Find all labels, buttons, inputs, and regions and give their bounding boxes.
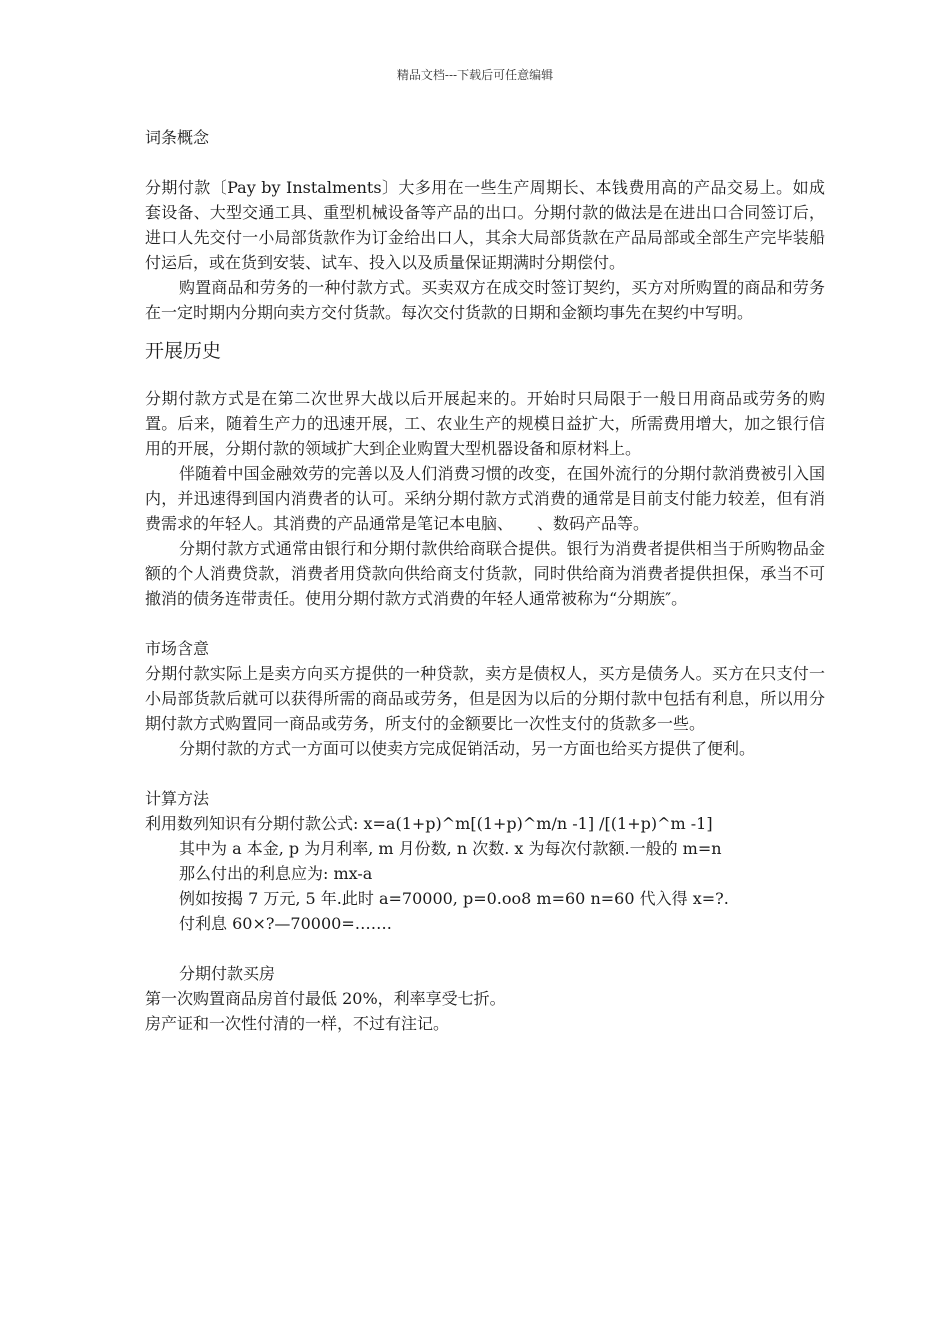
market-paragraph-1: 分期付款实际上是卖方向买方提供的一种贷款，卖方是债权人，买方是债务人。买方在只支付一小局部货款后就可以获得所需的商品或劳务，但是因为以后的分期付款中包括有利息，所以用分期付款方式购置同一商品或劳务，所支付的金额要比一次性支付的货款多一些。 <box>145 664 825 733</box>
market-paragraph-2: 分期付款的方式一方面可以使卖方完成促销活动，另一方面也给买方提供了便利。 <box>179 739 756 758</box>
document-body <box>145 125 825 1036</box>
concept-paragraph-2: 购置商品和劳务的一种付款方式。买卖双方在成交时签订契约，买方对所购置的商品和劳务在一定时期内分期向卖方交付货款。每次交付货款的日期和金额均事先在契约中写明。 <box>145 278 825 322</box>
calc-formula-line: 利用数列知识有分期付款公式: x=a(1+p)^m[(1+p)^m/n -1] /[(1+p)^m -1] <box>145 814 713 833</box>
house-line-1: 第一次购置商品房首付最低 20%，利率享受七折。 <box>145 989 506 1008</box>
history-paragraph-1: 分期付款方式是在第二次世界大战以后开展起来的。开始时只局限于一般日用商品或劳务的购置。后来，随着生产力的迅速开展，工、农业生产的规模日益扩大，所需费用增大，加之银行信用的开展，分期付款的领域扩大到企业购置大型机器设备和原材料上。 <box>145 389 825 458</box>
concept-paragraph-1: 分期付款〔Pay by Instalments〕大多用在一些生产周期长、本钱费用高的产品交易上。如成套设备、大型交通工具、重型机械设备等产品的出口。分期付款的做法是在进出口合同签订后，进口人先交付一小局部货款作为订金给出口人，其余大局部货款在产品局部或全部生产完毕装船付运后，或在货到安装、试车、投入以及质量保证期满时分期偿付。 <box>145 178 825 272</box>
history-paragraph-2: 伴随着中国金融效劳的完善以及人们消费习惯的改变，在国外流行的分期付款消费被引入国内，并迅速得到国内消费者的认可。采纳分期付款方式消费的通常是目前支付能力较差，但有消费需求的年轻人。其消费的产品通常是笔记本电脑、 、数码产品等。 <box>145 464 825 533</box>
section-title-market: 市场含意 <box>145 639 210 658</box>
section-title-calc: 计算方法 <box>145 789 210 808</box>
section-title-history: 开展历史 <box>145 340 222 362</box>
calc-example-line: 例如按揭 7 万元, 5 年.此时 a=70000, p=0.oo8 m=60 n=60 代入得 x=?. <box>179 889 729 908</box>
section-title-concept: 词条概念 <box>145 128 210 147</box>
calc-result-line: 付利息 60×?—70000=……. <box>179 914 392 933</box>
calc-variables-line: 其中为 a 本金, p 为月利率, m 月份数, n 次数. x 为每次付款额.一般的 m=n <box>179 839 722 858</box>
house-line-2: 房产证和一次性付清的一样，不过有注记。 <box>145 1014 450 1033</box>
page-header: 精品文档---下载后可任意编辑 <box>396 68 554 82</box>
history-paragraph-3: 分期付款方式通常由银行和分期付款供给商联合提供。银行为消费者提供相当于所购物品金额的个人消费贷款，消费者用贷款向供给商支付货款，同时供给商为消费者提供担保，承当不可撤消的债务连带责任。使用分期付款方式消费的年轻人通常被称为“分期族″。 <box>145 539 825 608</box>
section-title-house: 分期付款买房 <box>179 964 276 983</box>
calc-interest-line: 那么付出的利息应为: mx-a <box>179 864 373 883</box>
